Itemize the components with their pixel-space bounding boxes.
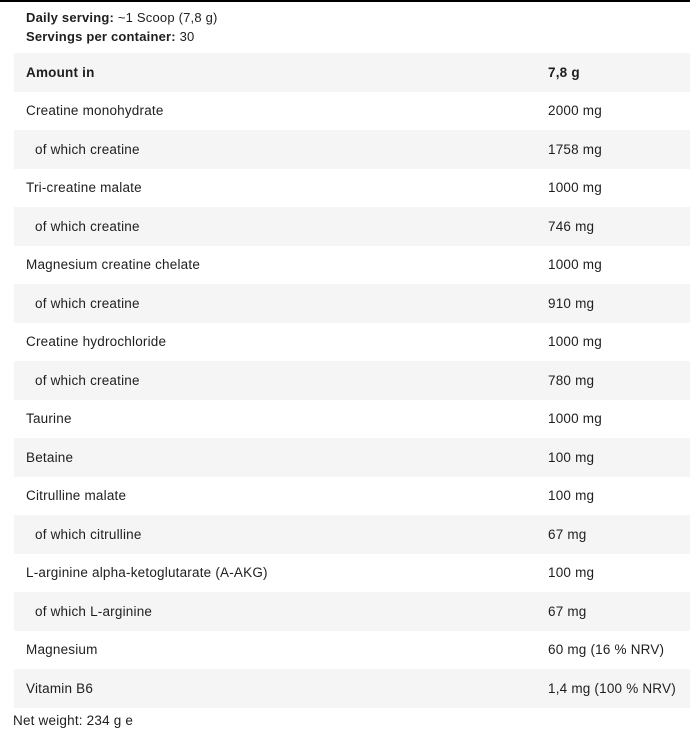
ingredient-label: L-arginine alpha-ketoglutarate (A-AKG) xyxy=(26,565,268,581)
ingredient-label: Creatine hydrochloride xyxy=(26,334,167,350)
table-row xyxy=(14,207,690,246)
ingredient-value: 746 mg xyxy=(548,218,595,234)
table-row xyxy=(14,400,690,439)
table-row xyxy=(14,631,690,670)
servings-per-container-value: 30 xyxy=(179,29,195,44)
table-row xyxy=(14,169,690,208)
serving-info xyxy=(26,8,690,46)
ingredient-value: 1,4 mg (100 % NRV) xyxy=(548,680,676,696)
table-row xyxy=(14,361,690,400)
ingredient-value: 60 mg (16 % NRV) xyxy=(548,642,665,658)
servings-per-container-label: Servings per container: xyxy=(26,29,180,44)
table-header-row xyxy=(14,53,690,92)
ingredient-label: Magnesium creatine chelate xyxy=(26,257,201,273)
amount-in-header: Amount in xyxy=(26,64,95,80)
ingredient-value: 100 mg xyxy=(548,565,595,581)
daily-serving-value: ~1 Scoop (7,8 g) xyxy=(117,10,218,25)
ingredient-value: 910 mg xyxy=(548,295,595,311)
ingredient-value: 67 mg xyxy=(548,603,587,619)
table-row xyxy=(14,284,690,323)
ingredient-rows xyxy=(0,92,690,708)
ingredient-label: Taurine xyxy=(26,411,72,427)
ingredient-value: 2000 mg xyxy=(548,103,602,119)
table-row xyxy=(14,246,690,285)
ingredient-label: Vitamin B6 xyxy=(26,680,94,696)
servings-per-container-line xyxy=(26,27,690,46)
table-row xyxy=(14,477,690,516)
ingredient-label: Betaine xyxy=(26,449,74,465)
table-row xyxy=(14,515,690,554)
table-row xyxy=(14,554,690,593)
table-row xyxy=(14,438,690,477)
ingredient-value: 1000 mg xyxy=(548,411,602,427)
serving-size-header: 7,8 g xyxy=(548,64,580,80)
ingredient-label: Creatine monohydrate xyxy=(26,103,164,119)
ingredient-value: 1758 mg xyxy=(548,141,602,157)
table-row xyxy=(14,92,690,131)
table-row xyxy=(14,323,690,362)
ingredient-label: of which creatine xyxy=(35,372,140,388)
nutrition-table xyxy=(0,53,690,708)
ingredient-value: 1000 mg xyxy=(548,334,602,350)
net-weight-text: Net weight: 234 g e xyxy=(13,712,134,728)
ingredient-value: 100 mg xyxy=(548,449,595,465)
ingredient-label: of which citrulline xyxy=(35,526,142,542)
ingredient-value: 100 mg xyxy=(548,488,595,504)
ingredient-label: Citrulline malate xyxy=(26,488,127,504)
ingredient-value: 67 mg xyxy=(548,526,587,542)
table-row xyxy=(14,130,690,169)
top-border-line xyxy=(0,0,690,2)
ingredient-label: Magnesium xyxy=(26,642,98,658)
ingredient-label: of which creatine xyxy=(35,141,140,157)
table-row xyxy=(14,592,690,631)
ingredient-value: 780 mg xyxy=(548,372,595,388)
ingredient-label: Tri-creatine malate xyxy=(26,180,142,196)
table-row xyxy=(14,669,690,708)
ingredient-value: 1000 mg xyxy=(548,180,602,196)
ingredient-label: of which creatine xyxy=(35,218,140,234)
ingredient-label: of which creatine xyxy=(35,295,140,311)
daily-serving-line xyxy=(26,8,690,27)
daily-serving-label: Daily serving: xyxy=(26,10,118,25)
ingredient-label: of which L-arginine xyxy=(35,603,153,619)
ingredient-value: 1000 mg xyxy=(548,257,602,273)
